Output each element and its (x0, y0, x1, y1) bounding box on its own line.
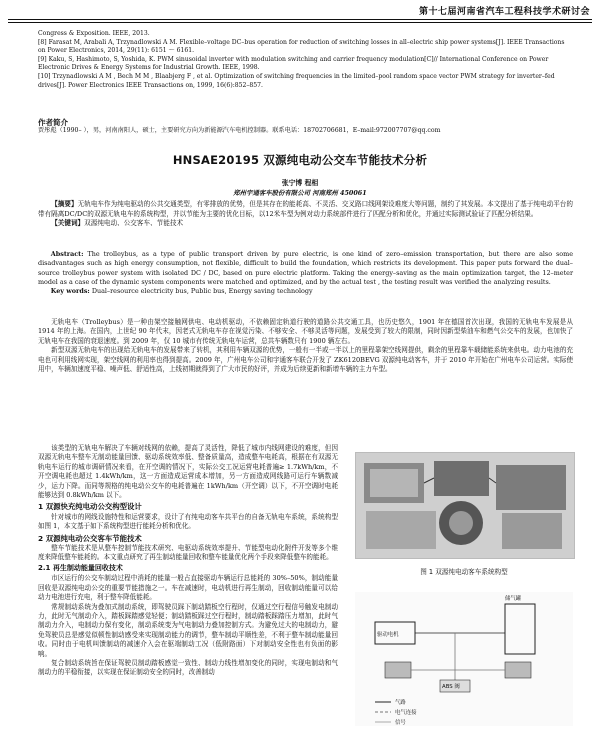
running-header: 第十七届河南省汽车工程科技学术研讨会 (418, 7, 590, 17)
legend-electric: 电气连接 (395, 710, 417, 716)
section-paragraph: 复合制动系统旨在保证驾驶员制动踏板感觉一致性、制动力线性增加变化的同时，实现电制动和气制动力的平稳衔接，以实现在保证制动安全的同时，改善制动 (38, 658, 338, 677)
abstract-zh (38, 200, 573, 229)
keywords-zh-label: 【关键词】 (51, 219, 85, 228)
keywords-zh-text: 双源纯电动、公交客车、节能技术 (84, 219, 184, 228)
abs-label: ABS 阀 (442, 684, 460, 690)
abstract-en-label: Abstract: (50, 250, 84, 258)
legend-air: 气路 (395, 700, 406, 706)
paper-title: HNSAE20195 双源纯电动公交车节能技术分析 (172, 153, 428, 167)
section-paragraph: 整车节能技术是从整车控制节能技术研究、电驱动系统效率提升、节能型电动化附件开发等多个维度来降低整车能耗的。本文重点研究了再生制动能量回收和整车能量优化两个手段来降低整车的能耗。 (38, 544, 338, 562)
author-bio-heading: 作者简介 (38, 118, 68, 127)
legend-signal: 信号 (395, 720, 406, 726)
figure-2-diagram (355, 592, 573, 726)
section-paragraph: 市区运行的公交车制动过程中消耗的能量一般占直接驱动车辆运行总能耗的 30%–50%，制动能量回收是双源纯电动公交的重要节能措施之一。车在减速时，电动机进行再生制动，回收制动能量可以给动力电池进行充电，利于整车降低能耗。 (38, 574, 338, 602)
motor-label: 驱动电机 (377, 632, 399, 638)
subsection-heading: 2.1 再生制动能量回收技术 (38, 563, 123, 572)
figure-1-image (355, 452, 575, 559)
header-rule-thin (8, 22, 592, 23)
intro-paragraph: 该类型的无轨电车解决了车辆对线网的依赖，提高了灵活性，降低了城市内线网建设的难度，但因双源无轨电车整车无制动能量回馈、驱动系统效率低、整备质量高，造成整车电耗高，根据在有双源无轨电车运行的城市调研情况来看，在开空调的情况下，实际公交工况运营电耗普遍≥ 1.7kWh/km，不开空调电耗也超过 1.4kWh/km，这一方面造成运营成本增加，另一方面造成网线路可运行车辆数减少，运力下降。而同等规格的纯电动公交车的电耗普遍在 1kWh/km（开空调）以下，不开空调时电耗能够达到 0.8kWh/km 以下。 (38, 444, 338, 500)
paper-authors: 张宁博 程相 (281, 179, 319, 187)
references-list (38, 30, 573, 90)
air-tank-label: 储气罐 (505, 596, 522, 602)
figure-1-caption: 图 1 双源纯电动客车系统构型 (420, 568, 508, 576)
abstract-en-text: The trolleybus, as a type of public transport driven by pure electric, is one kind of zero–emission transportation, but there are also some disadvantages such as high energy consumption, not flexible, difficult to build the foundation, which restricts its development. This paper puts forward the dual–source trolleybus power system with isolated DC / DC, based on pure electric platform. Taking the energy–saving as the main optimization target, the 12–meter model as a case of the dynamic system components were matched and optimized, and by the actual test , the testing result was verified the analyzing results. (38, 250, 573, 286)
keywords-en-label: Key words: (50, 287, 90, 296)
paper-affiliation: 郑州宇通客车股份有限公司 河南郑州 450061 (233, 189, 367, 197)
abstract-zh-label: 【摘要】 (51, 200, 78, 208)
intro-paragraph: 无轨电车（Trolleybus）是一种由架空接触网供电、电动机驱动，不依赖固定轨道行驶的道路公共交通工具，也历史悠久，1901 年在德国首次出现，我国的无轨电车发展是从 1914 年的上海。在国内，上世纪 90 年代末，因老式无轨电车存在视觉污染、不够安全、不够灵活等问题，发展受到了较大的限制，同时因新型柴油车和燃气公交车的发展，也加快了无轨电车在我国的衰退速度。到 2009 年，仅 10 城市有传统无轨电车运营，总共车辆数只有 1900 辆左右。 (38, 318, 573, 345)
abstract-zh-text: 无轨电车作为纯电驱动的公共交通类型，有零排放的优势，但是其存在的能耗高、不灵活、交叉路口线网架设难度大等问题，制约了其发展。本文提出了基于纯电动平台的带有隔离DC/DC的双源无轨电车的系统构型，并以节能为主要的优化目标，以12米车型为例对动力系统部件进行了匹配分析和优化，并通过实际测试验证了匹配分析结果。 (38, 200, 573, 218)
intro-paragraph: 新型双源无轨电车的出现给无轨电车的发展带来了转机，其利用车辆双源的优势，一般有一半或一半以上的里程靠架空线网提供，剩余的里程靠车载储能系统来供电。动力电池的充电也可利用线网实现，架空线网的利用率也得到提高。2009 年，广州电车公司和宇通客车联合开发了 ZK6120BEVG 双源纯电动客车，并于 2010 年开始在广州电车公司运营。实际使用中，车辆加速度平稳、噪声低、舒适性高，上线初期就得到了广大市民的好评，并成为后续更新和新增车辆的主力车型。 (38, 346, 573, 374)
left-column (38, 444, 338, 678)
keywords-en-text: Dual–resource electricity bus, Public bus, Energy saving technology (91, 287, 313, 296)
section-paragraph: 常规制动系统为叠加式制动系统，即驾驶员踩下制动踏板空行程时，仅通过空行程信号触发电制动力，此时无气制动介入，踏板踩踏感觉轻便；制动踏板踩过空行程时，制动踏板踩踏压力增加，此时气制动力介入，电制动力保有变化，制动系统变为气电制动力叠加控制方式。为避免过大的电制动力，避免驾驶员总是感觉似顿性制动感受来实现制动能力的调节，整车制动平顺性差，不利于整车制动能量回收。同时由于电机叫馈制动的减速介入会在驱端制动工况（低附路面）下对制动安全性也有负面的影响。 (38, 602, 338, 658)
figure-2-drawing (355, 592, 573, 726)
intro-body (38, 318, 573, 374)
header-rule (8, 19, 592, 20)
section-heading: 2 双源纯电动公交客车节能技术 (38, 533, 142, 543)
abstract-en (38, 250, 573, 296)
reference-entry: [10] Trzynadlowski A M , Bech M M , Blaabjerg F , et al. Optimization of switching frequencies in the limited–pool random space vector PWM strategy for inverter–fed drives[J]. Power Electronics IEEE Transactions on, 1999, 16(6):852–857. (38, 72, 555, 89)
section-heading: 1 双源快充纯电动公交构型设计 (38, 502, 142, 512)
figure-1-drawing (356, 453, 574, 558)
reference-entry: [9] Kaku, S, Hashimoto, S, Yoshida, K. PWM sinusoidal inverter with modulation switching and carrier frequency modulation[C]// International Conference on Power Electronic Drives & Energy Systems for Industrial Growth. IEEE, 1998. (38, 55, 549, 72)
reference-entry: [8] Farasat M, Arabali A, Trzynadlowski A M. Flexible–voltage DC–bus operation for reduction of switching losses in all–electric ship power systems[J]. IEEE Transactions on Power Electronics, 2014, 29(11): 6151 ～ 6161. (38, 38, 565, 55)
author-bio-text: 贾彤彪（1990– ），男，河南南阳人，硕士，主要研究方向为新能源汽车电机控制器。联系电话：18702706681，E–mail:972007707@qq.com (38, 127, 441, 134)
reference-entry: Congress & Exposition. IEEE, 2013. (38, 30, 150, 37)
section-paragraph: 针对城市的网线设施特性和运营要求，设计了有纯电动客车共平台的自备无轨电车系统，系统构型如图 1，本文基于如下系统构型进行能耗分析和优化。 (38, 512, 338, 531)
